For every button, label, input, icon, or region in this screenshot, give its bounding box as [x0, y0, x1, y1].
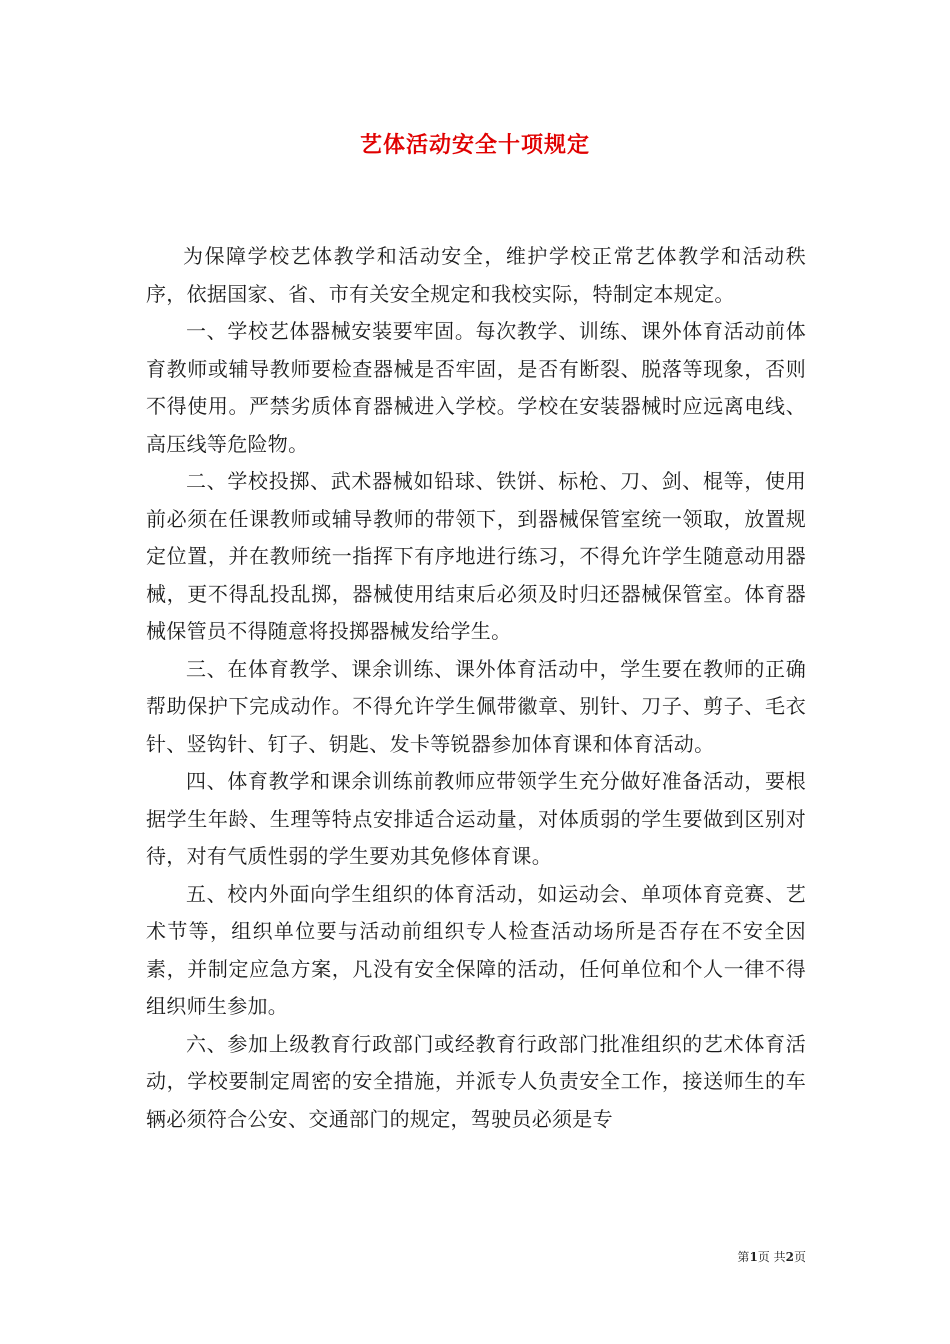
paragraph-rule-6: 六、参加上级教育行政部门或经教育行政部门批准组织的艺术体育活动，学校要制定周密的安全措施，并派专人负责安全工作，接送师生的车辆必须符合公安、交通部门的规定，驾驶员必须是专 — [146, 1031, 806, 1131]
paragraph-rule-4: 四、体育教学和课余训练前教师应带领学生充分做好准备活动，要根据学生年龄、生理等特点安排适合运动量，对体质弱的学生要做到区别对待，对有气质性弱的学生要劝其免修体育课。 — [146, 769, 806, 868]
paragraph-rule-2: 二、学校投掷、武术器械如铅球、铁饼、标枪、刀、剑、棍等，使用前必须在任课教师或辅导教师的带领下，到器械保管室统一领取，放置规定位置，并在教师统一指挥下有序地进行练习，不得允许学生随意动用器械，更不得乱投乱掷，器械使用结束后必须及时归还器械保管室。体育器械保管员不得随意将投掷器械发给学生。 — [146, 469, 806, 643]
footer-prefix: 第 — [737, 1250, 750, 1264]
footer-current-page: 1 — [749, 1250, 758, 1264]
paragraph-rule-1: 一、学校艺体器械安装要牢固。每次教学、训练、课外体育活动前体育教师或辅导教师要检查器械是否牢固，是否有断裂、脱落等现象，否则不得使用。严禁劣质体育器械进入学校。学校在安装器械时应远离电线、高压线等危险物。 — [146, 319, 806, 456]
page-title: 艺体活动安全十项规定 — [359, 132, 590, 158]
paragraph-rule-3: 三、在体育教学、课余训练、课外体育活动中，学生要在教师的正确帮助保护下完成动作。不得允许学生佩带徽章、别针、刀子、剪子、毛衣针、竖钩针、钉子、钥匙、发卡等锐器参加体育课和体育活动。 — [146, 656, 806, 756]
page-footer — [737, 1248, 806, 1265]
footer-total-pages: 2 — [785, 1250, 794, 1264]
footer-middle: 页 共 — [757, 1250, 786, 1264]
document-body — [146, 238, 806, 1138]
paragraph-intro: 为保障学校艺体教学和活动安全，维护学校正常艺体教学和活动秩序，依据国家、省、市有关安全规定和我校实际，特制定本规定。 — [146, 244, 806, 306]
paragraph-rule-5: 五、校内外面向学生组织的体育活动，如运动会、单项体育竞赛、艺术节等，组织单位要与活动前组织专人检查活动场所是否存在不安全因素，并制定应急方案，凡没有安全保障的活动，任何单位和个人一律不得组织师生参加。 — [146, 881, 806, 1018]
footer-suffix: 页 — [793, 1250, 806, 1264]
